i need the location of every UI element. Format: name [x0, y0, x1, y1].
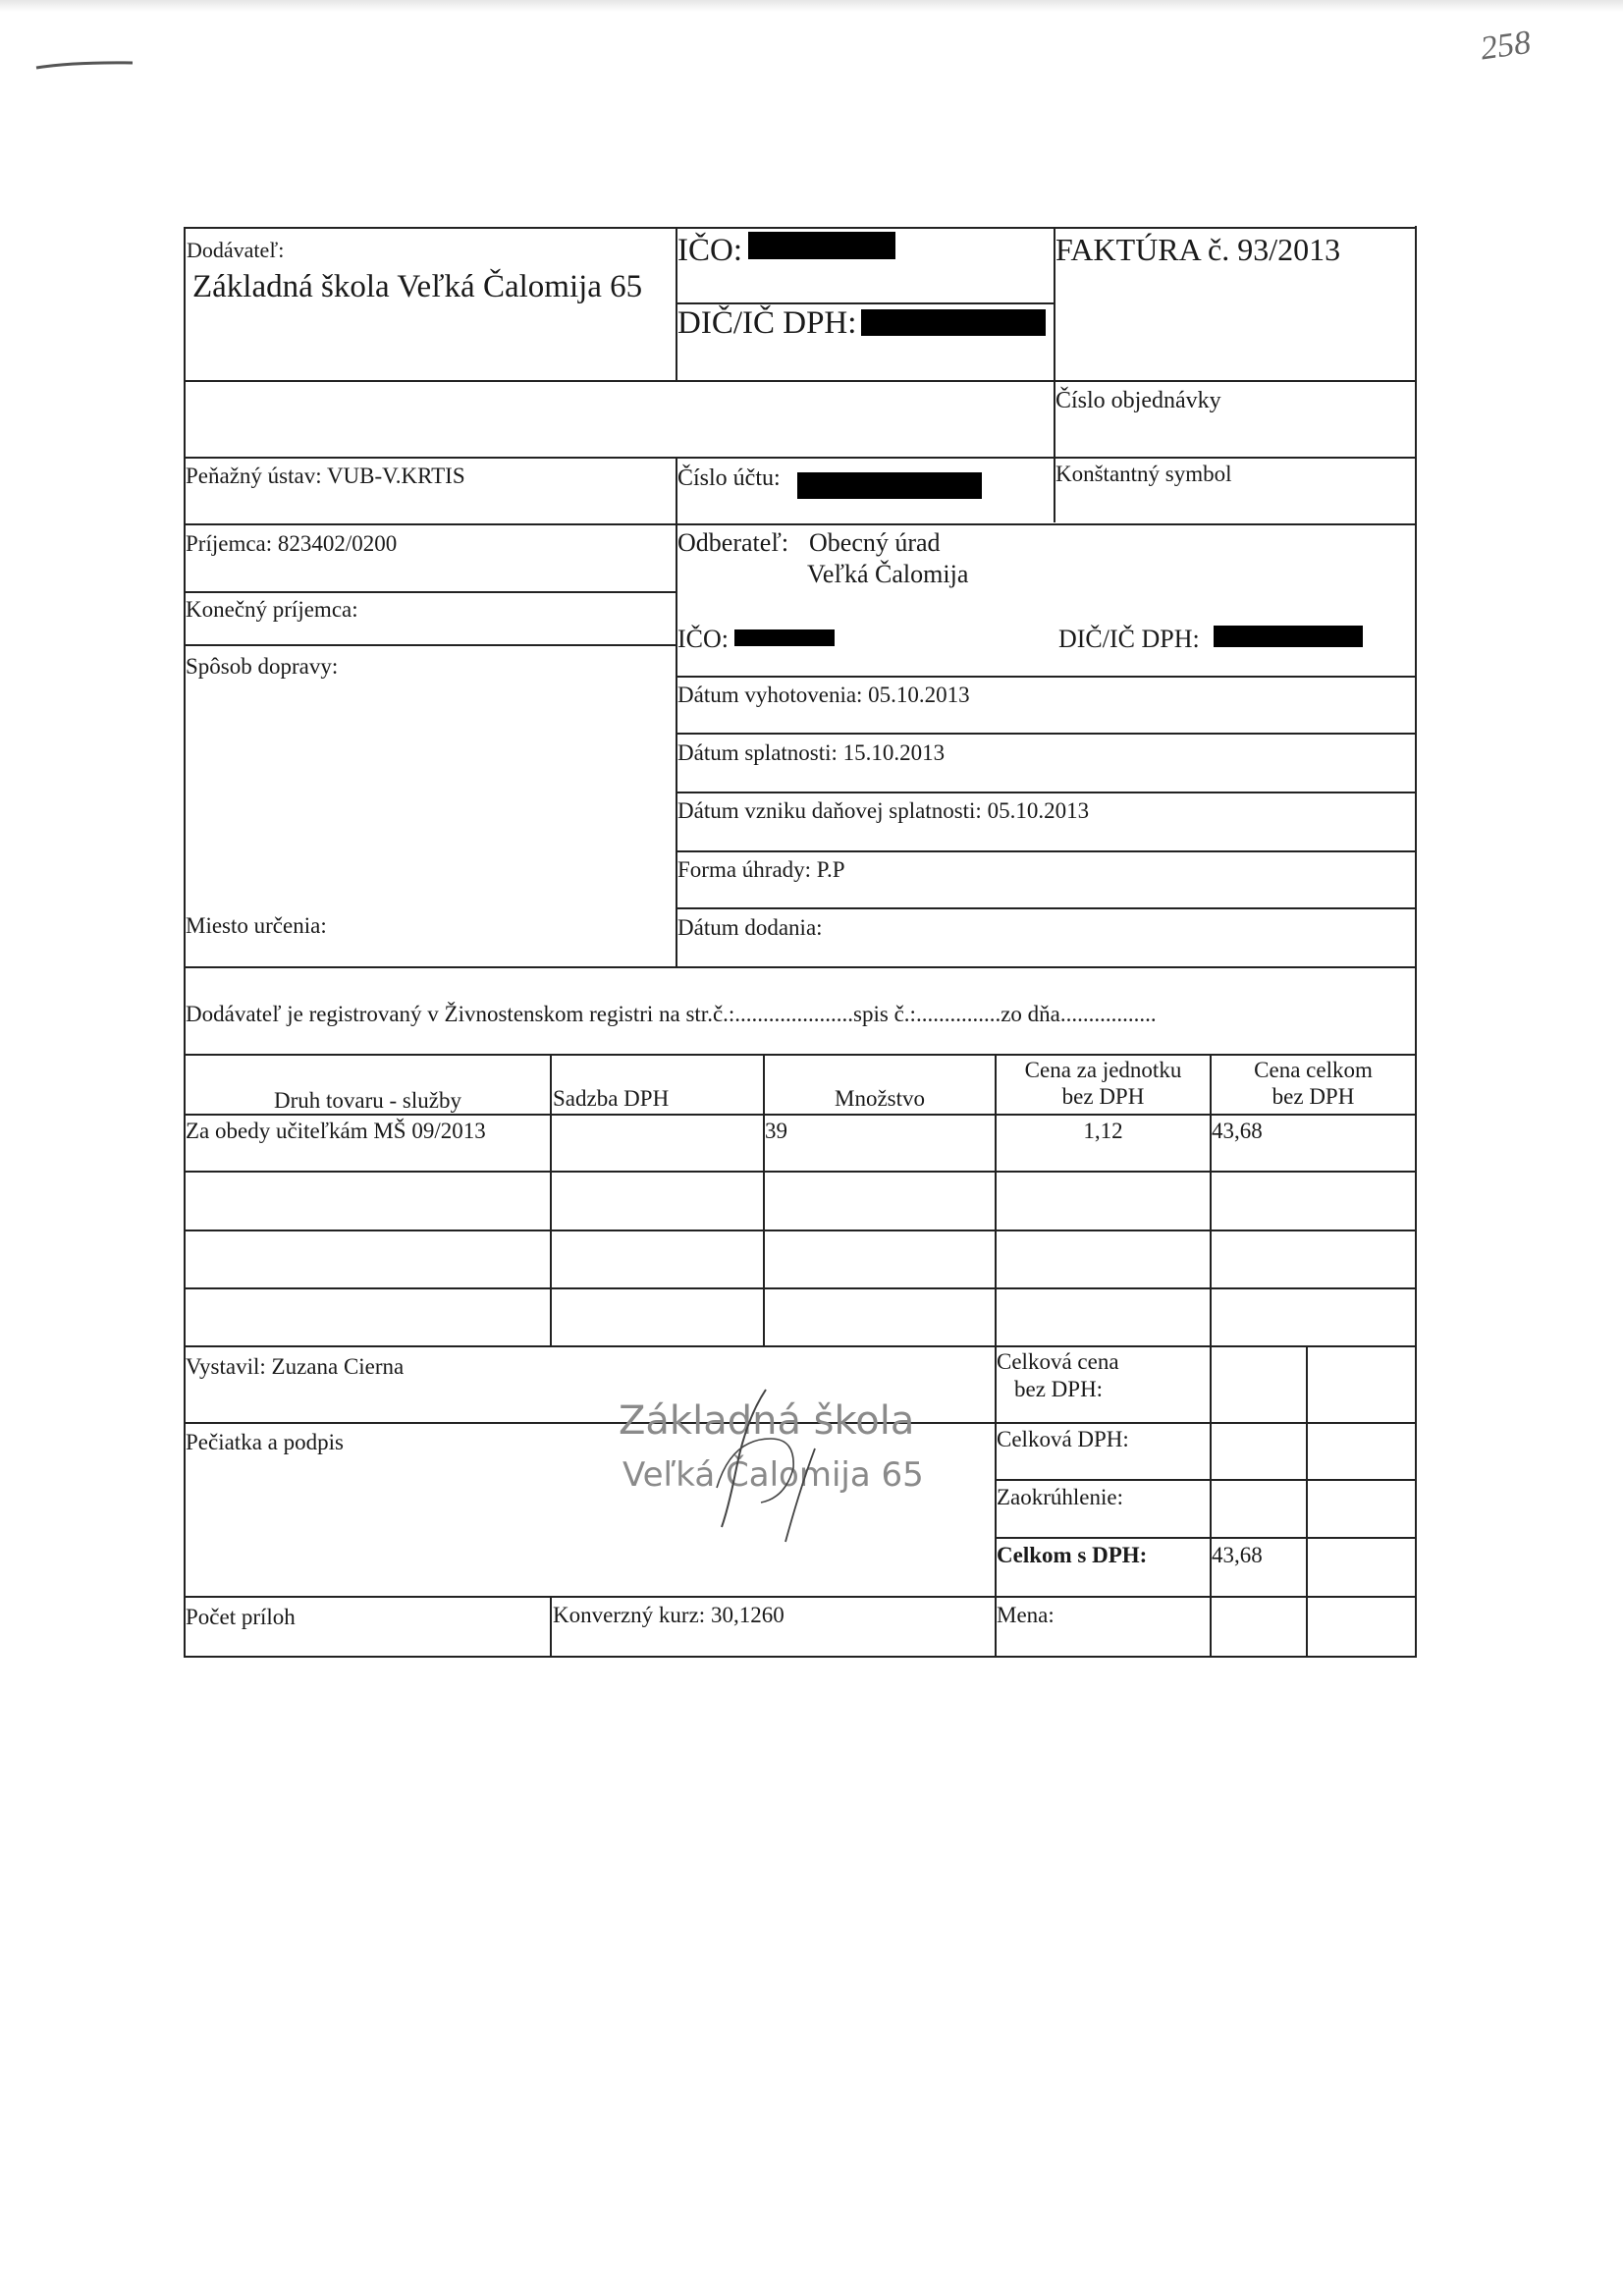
signature-icon [677, 1380, 854, 1557]
total-no-vat-label-1: Celková cena [997, 1349, 1119, 1374]
supplier-ico-label: IČO: [677, 233, 742, 268]
final-recipient-label: Konečný príjemca: [186, 597, 358, 622]
recipient-account: Príjemca: 823402/0200 [186, 531, 398, 556]
col-header-goods: Druh tovaru - služby [274, 1088, 461, 1113]
customer-ico-label: IČO: [677, 625, 729, 653]
col-header-unit-price-2: bez DPH [1061, 1084, 1145, 1109]
due-date: Dátum splatnosti: 15.10.2013 [677, 740, 946, 765]
col-header-quantity: Množstvo [835, 1086, 925, 1111]
customer-dic-label: DIČ/IČ DPH: [1058, 625, 1200, 653]
invoice-title: FAKTÚRA č. 93/2013 [1055, 232, 1341, 267]
constant-symbol-label: Konštantný symbol [1055, 462, 1232, 486]
supplier-dic-label: DIČ/IČ DPH: [677, 305, 857, 341]
total-no-vat-label-2: bez DPH: [1014, 1377, 1104, 1401]
page-number-handwritten: 258 [1478, 24, 1534, 68]
col-header-total-2: bez DPH [1271, 1084, 1355, 1109]
payment-form: Forma úhrady: P.P [677, 857, 845, 882]
supplier-label: Dodávateľ: [187, 238, 285, 262]
supplier-name: Základná škola Veľká Čalomija 65 [192, 269, 643, 304]
conversion-rate: Konverzný kurz: 30,1260 [553, 1603, 784, 1627]
currency-label: Mena: [997, 1603, 1055, 1627]
bank-label: Peňažný ústav: VUB-V.KRTIS [186, 464, 465, 488]
total-with-vat-value: 43,68 [1212, 1543, 1263, 1567]
redacted-customer-dic [1214, 626, 1363, 647]
customer-label: Odberateľ: [677, 528, 789, 557]
redacted-account [797, 472, 982, 499]
destination-label: Miesto určenia: [186, 913, 327, 938]
rounding-label: Zaokrúhlenie: [997, 1485, 1124, 1509]
pen-mark-icon [34, 54, 142, 74]
row-total: 43,68 [1212, 1119, 1263, 1143]
account-label: Číslo účtu: [677, 465, 781, 491]
row-quantity: 39 [765, 1119, 787, 1143]
attachments-label: Počet príloh [186, 1605, 296, 1629]
redacted-customer-ico [734, 629, 835, 646]
redacted-ico [748, 232, 895, 259]
stamp-line1: Základná škola [619, 1398, 915, 1444]
row-goods: Za obedy učiteľkám MŠ 09/2013 [186, 1119, 486, 1143]
order-number-label: Číslo objednávky [1055, 388, 1221, 413]
col-header-unit-price-1: Cena za jednotku [1024, 1058, 1182, 1082]
total-with-vat-label: Celkom s DPH: [997, 1543, 1148, 1567]
customer-name-line1: Obecný úrad [809, 528, 941, 557]
total-vat-label: Celková DPH: [997, 1427, 1129, 1451]
col-header-vat-rate: Sadzba DPH [553, 1086, 670, 1111]
redacted-dic [861, 309, 1046, 336]
issued-by: Vystavil: Zuzana Cierna [186, 1354, 405, 1379]
registry-note: Dodávateľ je registrovaný v Živnostenskom registri na str.č.:.....................spis č.:...............zo dňa................. [186, 1002, 1157, 1026]
delivery-date: Dátum dodania: [677, 915, 823, 940]
transport-label: Spôsob dopravy: [186, 654, 339, 679]
tax-date: Dátum vzniku daňovej splatnosti: 05.10.2013 [677, 798, 1090, 823]
row-unit-price: 1,12 [1083, 1119, 1123, 1143]
customer-name-line2: Veľká Čalomija [807, 560, 969, 588]
stamp-line2: Veľká Čalomija 65 [622, 1455, 924, 1495]
scan-edge [0, 0, 1623, 12]
stamp-signature-label: Pečiatka a podpis [186, 1430, 344, 1454]
col-header-total-1: Cena celkom [1254, 1058, 1373, 1082]
issue-date: Dátum vyhotovenia: 05.10.2013 [677, 683, 970, 707]
